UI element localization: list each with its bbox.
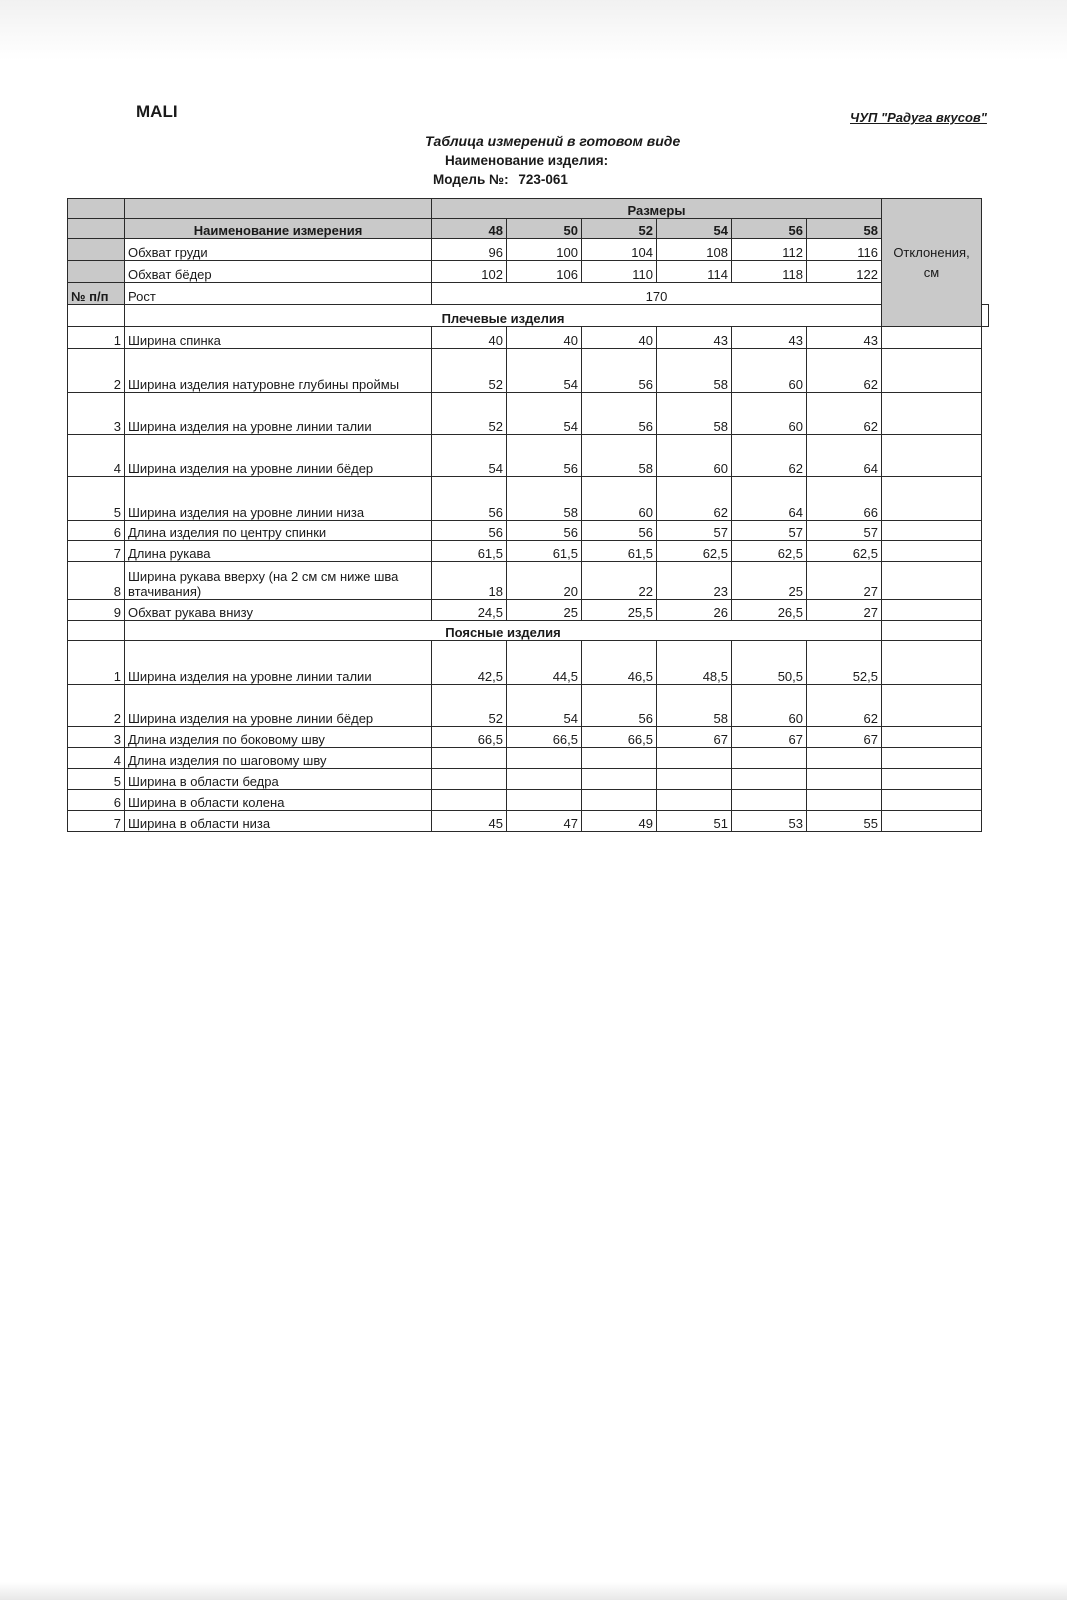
measurement-name: Ширина изделия на уровне линии низа: [125, 477, 432, 521]
value-cell: 26,5: [732, 600, 807, 621]
measurement-name: Обхват рукава внизу: [125, 600, 432, 621]
value-cell: 54: [507, 393, 582, 435]
size-header: 56: [732, 219, 807, 239]
size-header: 48: [432, 219, 507, 239]
section-row-waist: [68, 621, 989, 641]
value-cell: 53: [732, 811, 807, 832]
row-number: 1: [68, 327, 125, 349]
value-cell: 106: [507, 261, 582, 283]
value-cell: 54: [507, 349, 582, 393]
value-cell: 57: [657, 521, 732, 541]
value-cell: 67: [732, 727, 807, 748]
value-cell: 96: [432, 239, 507, 261]
value-cell: 52,5: [807, 641, 882, 685]
value-cell: [507, 790, 582, 811]
measurement-table-body: [68, 199, 989, 832]
measurement-name: Обхват груди: [125, 239, 432, 261]
row-number: 4: [68, 748, 125, 769]
value-cell: 56: [582, 393, 657, 435]
waist-row: [68, 641, 989, 685]
value-cell: 62,5: [732, 541, 807, 562]
row-number: 7: [68, 811, 125, 832]
row-number: 6: [68, 521, 125, 541]
measurement-name: Ширина изделия на уровне линии бёдер: [125, 685, 432, 727]
value-cell: 108: [657, 239, 732, 261]
scan-edge-bottom: [0, 1582, 1067, 1600]
row-number: 5: [68, 477, 125, 521]
value-cell: 55: [807, 811, 882, 832]
measurement-name: Ширина изделия на уровне линии талии: [125, 393, 432, 435]
value-cell: 58: [657, 393, 732, 435]
document-header: [390, 133, 750, 187]
value-cell: [732, 790, 807, 811]
value-cell: [657, 769, 732, 790]
value-cell: 62: [807, 685, 882, 727]
value-cell: [807, 769, 882, 790]
row-number: 7: [68, 541, 125, 562]
value-cell: 104: [582, 239, 657, 261]
value-cell: 62: [732, 435, 807, 477]
header-blank-cell: [68, 219, 125, 239]
deviation-cell: [882, 811, 982, 832]
measurement-name: Ширина в области низа: [125, 811, 432, 832]
height-value: 170: [432, 283, 882, 305]
value-cell: [507, 769, 582, 790]
shoulder-row: [68, 600, 989, 621]
value-cell: 61,5: [432, 541, 507, 562]
deviation-cell: [982, 305, 989, 327]
shoulder-row: [68, 435, 989, 477]
value-cell: 66: [807, 477, 882, 521]
base-row-hips: [68, 261, 989, 283]
value-cell: 60: [732, 393, 807, 435]
value-cell: [732, 769, 807, 790]
deviation-cell: [882, 393, 982, 435]
value-cell: 60: [657, 435, 732, 477]
product-name-label: Наименование изделия:: [445, 153, 609, 168]
measurement-name: Ширина изделия на уровне линии бёдер: [125, 435, 432, 477]
value-cell: [582, 790, 657, 811]
value-cell: 58: [657, 349, 732, 393]
row-number: 8: [68, 562, 125, 600]
deviation-cell: [882, 790, 982, 811]
value-cell: 62,5: [657, 541, 732, 562]
waist-row: [68, 769, 989, 790]
value-cell: 56: [582, 349, 657, 393]
value-cell: 24,5: [432, 600, 507, 621]
measurement-name: Ширина изделия на уровне линии талии: [125, 641, 432, 685]
row-number: 3: [68, 393, 125, 435]
base-row-chest: [68, 239, 989, 261]
value-cell: [582, 769, 657, 790]
waist-row: [68, 790, 989, 811]
model-number: 723-061: [518, 172, 568, 187]
measurement-name: Рост: [125, 283, 432, 305]
value-cell: 56: [507, 521, 582, 541]
deviation-cell: [882, 685, 982, 727]
value-cell: 62: [657, 477, 732, 521]
section-row-shoulder: [68, 305, 989, 327]
value-cell: 56: [582, 685, 657, 727]
value-cell: 52: [432, 349, 507, 393]
deviation-cell: [882, 600, 982, 621]
row-number: 6: [68, 790, 125, 811]
size-header: 52: [582, 219, 657, 239]
shoulder-row: [68, 327, 989, 349]
deviation-cell: [882, 641, 982, 685]
value-cell: 114: [657, 261, 732, 283]
value-cell: 66,5: [432, 727, 507, 748]
measurement-name: Ширина в области колена: [125, 790, 432, 811]
size-header: 54: [657, 219, 732, 239]
deviation-cell: [882, 727, 982, 748]
value-cell: 102: [432, 261, 507, 283]
value-cell: 46,5: [582, 641, 657, 685]
value-cell: [657, 748, 732, 769]
measurement-name: Ширина в области бедра: [125, 769, 432, 790]
brand-name: MALI: [136, 102, 178, 121]
value-cell: 27: [807, 562, 882, 600]
deviation-cell: [882, 748, 982, 769]
value-cell: 40: [507, 327, 582, 349]
base-row-height: [68, 283, 989, 305]
header-row-sizes: [68, 199, 989, 219]
value-cell: [432, 748, 507, 769]
value-cell: 45: [432, 811, 507, 832]
value-cell: 25: [507, 600, 582, 621]
waist-row: [68, 727, 989, 748]
blank-cell: [68, 621, 125, 641]
value-cell: 58: [657, 685, 732, 727]
value-cell: [657, 790, 732, 811]
header-blank-cell: [68, 239, 125, 261]
value-cell: 60: [582, 477, 657, 521]
deviation-cell: [882, 435, 982, 477]
value-cell: 50,5: [732, 641, 807, 685]
waist-row: [68, 748, 989, 769]
shoulder-row: [68, 562, 989, 600]
deviation-cell: [882, 621, 982, 641]
value-cell: 52: [432, 393, 507, 435]
value-cell: 56: [432, 477, 507, 521]
size-header: 50: [507, 219, 582, 239]
row-number: 3: [68, 727, 125, 748]
value-cell: 116: [807, 239, 882, 261]
value-cell: [582, 748, 657, 769]
value-cell: 110: [582, 261, 657, 283]
measurement-name: Длина изделия по боковому шву: [125, 727, 432, 748]
value-cell: 40: [582, 327, 657, 349]
company-name: ЧУП "Радуга вкусов": [850, 110, 987, 125]
shoulder-row: [68, 477, 989, 521]
value-cell: 67: [807, 727, 882, 748]
value-cell: [807, 790, 882, 811]
size-header: 58: [807, 219, 882, 239]
measurement-name: Длина изделия по шаговому шву: [125, 748, 432, 769]
header-blank-cell: [125, 199, 432, 219]
measurement-table: [67, 198, 989, 832]
value-cell: 18: [432, 562, 507, 600]
value-cell: 66,5: [507, 727, 582, 748]
value-cell: [432, 769, 507, 790]
value-cell: 43: [732, 327, 807, 349]
value-cell: 52: [432, 685, 507, 727]
value-cell: 58: [507, 477, 582, 521]
value-cell: 23: [657, 562, 732, 600]
value-cell: 62,5: [807, 541, 882, 562]
value-cell: 112: [732, 239, 807, 261]
sizes-header: Размеры: [432, 199, 882, 219]
shoulder-row: [68, 349, 989, 393]
value-cell: 56: [582, 521, 657, 541]
value-cell: 43: [807, 327, 882, 349]
waist-row: [68, 811, 989, 832]
value-cell: 51: [657, 811, 732, 832]
value-cell: 60: [732, 685, 807, 727]
value-cell: 25,5: [582, 600, 657, 621]
document-title: Таблица измерений в готовом виде: [425, 133, 681, 149]
value-cell: 27: [807, 600, 882, 621]
value-cell: 122: [807, 261, 882, 283]
value-cell: 42,5: [432, 641, 507, 685]
value-cell: [507, 748, 582, 769]
row-number: 5: [68, 769, 125, 790]
value-cell: 48,5: [657, 641, 732, 685]
row-number: 4: [68, 435, 125, 477]
value-cell: 44,5: [507, 641, 582, 685]
value-cell: 43: [657, 327, 732, 349]
value-cell: 56: [432, 521, 507, 541]
value-cell: 67: [657, 727, 732, 748]
blank-cell: [68, 305, 125, 327]
value-cell: 100: [507, 239, 582, 261]
value-cell: 57: [732, 521, 807, 541]
value-cell: 40: [432, 327, 507, 349]
value-cell: 49: [582, 811, 657, 832]
value-cell: 25: [732, 562, 807, 600]
shoulder-row: [68, 393, 989, 435]
measurement-name: Ширина изделия натуровне глубины проймы: [125, 349, 432, 393]
measurement-name: Ширина спинка: [125, 327, 432, 349]
value-cell: 54: [432, 435, 507, 477]
shoulder-row: [68, 541, 989, 562]
value-cell: 64: [732, 477, 807, 521]
scan-edge-top: [0, 0, 1067, 60]
row-number: 2: [68, 685, 125, 727]
value-cell: 22: [582, 562, 657, 600]
value-cell: 26: [657, 600, 732, 621]
value-cell: 66,5: [582, 727, 657, 748]
header-row-size-values: [68, 219, 989, 239]
value-cell: 20: [507, 562, 582, 600]
row-number: 1: [68, 641, 125, 685]
measurement-name-header: Наименование измерения: [125, 219, 432, 239]
row-number: 9: [68, 600, 125, 621]
deviation-cell: [882, 477, 982, 521]
measurement-name: Длина изделия по центру спинки: [125, 521, 432, 541]
shoulder-row: [68, 521, 989, 541]
deviation-cell: [882, 327, 982, 349]
value-cell: 118: [732, 261, 807, 283]
waist-row: [68, 685, 989, 727]
row-number: 2: [68, 349, 125, 393]
section-title-shoulder: Плечевые изделия: [125, 305, 882, 327]
value-cell: [807, 748, 882, 769]
model-label: Модель №:: [433, 172, 509, 187]
value-cell: 54: [507, 685, 582, 727]
measurement-name: Ширина рукава вверху (на 2 см см ниже шва втачивания): [125, 562, 432, 600]
measurement-name: Обхват бёдер: [125, 261, 432, 283]
deviation-cell: [882, 349, 982, 393]
value-cell: 57: [807, 521, 882, 541]
row-number-header: № п/п: [68, 283, 125, 305]
deviation-cell: [882, 521, 982, 541]
value-cell: 61,5: [507, 541, 582, 562]
measurement-name: Длина рукава: [125, 541, 432, 562]
value-cell: [432, 790, 507, 811]
deviation-cell: [882, 541, 982, 562]
deviation-header: Отклонения, см: [882, 199, 982, 327]
deviation-cell: [882, 769, 982, 790]
value-cell: 62: [807, 349, 882, 393]
value-cell: 64: [807, 435, 882, 477]
value-cell: 47: [507, 811, 582, 832]
model-line: [433, 172, 750, 187]
header-blank-cell: [68, 261, 125, 283]
section-title-waist: Поясные изделия: [125, 621, 882, 641]
value-cell: 62: [807, 393, 882, 435]
value-cell: [732, 748, 807, 769]
value-cell: 58: [582, 435, 657, 477]
header-blank-cell: [68, 199, 125, 219]
value-cell: 56: [507, 435, 582, 477]
value-cell: 61,5: [582, 541, 657, 562]
value-cell: 60: [732, 349, 807, 393]
deviation-cell: [882, 562, 982, 600]
